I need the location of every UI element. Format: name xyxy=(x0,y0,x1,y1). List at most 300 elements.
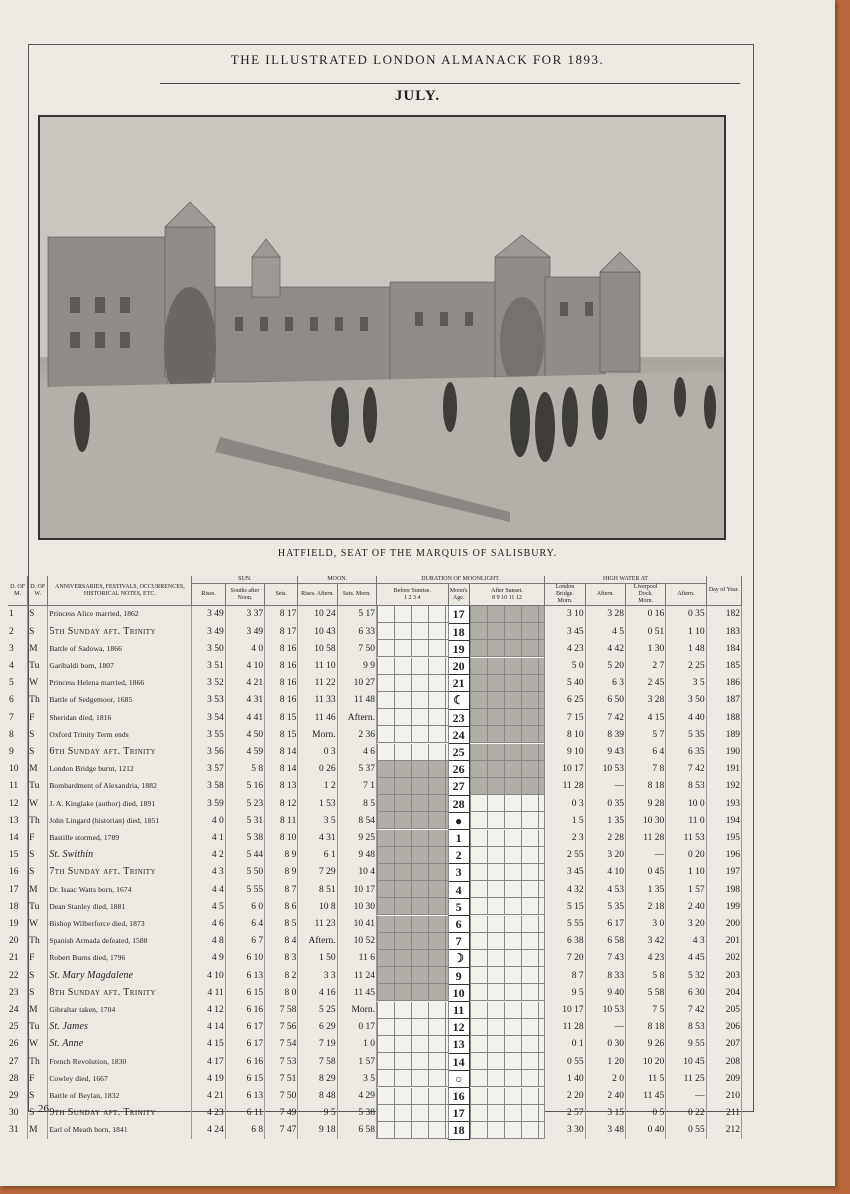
moon-rises: 7 19 xyxy=(298,1036,337,1053)
london-morn: 3 30 xyxy=(545,1122,585,1139)
moon-sets: 9 48 xyxy=(337,847,376,864)
moon-sets: 1 57 xyxy=(337,1053,376,1070)
sun-souths: 6 8 xyxy=(225,1122,264,1139)
liverpool-aftern: 0 20 xyxy=(666,847,706,864)
day-of-month: 31 xyxy=(8,1122,28,1139)
day-of-month: 18 xyxy=(8,898,28,915)
sun-rises: 4 21 xyxy=(192,1087,225,1104)
event: 6th Sunday aft. Trinity xyxy=(48,743,192,760)
moon-rises: 5 25 xyxy=(298,1001,337,1018)
table-row xyxy=(8,778,742,795)
london-aftern: 3 48 xyxy=(585,1122,625,1139)
liverpool-morn: 5 7 xyxy=(625,726,665,743)
moon-rises: 3 3 xyxy=(298,967,337,984)
day-of-year: 209 xyxy=(706,1070,741,1087)
after-sunset-bar xyxy=(469,795,545,812)
liverpool-aftern: 9 55 xyxy=(666,1036,706,1053)
day-of-year: 201 xyxy=(706,933,741,950)
moon-sets: 3 5 xyxy=(337,1070,376,1087)
after-sunset-bar xyxy=(469,743,545,760)
hatfield-engraving xyxy=(38,115,726,540)
title-rule xyxy=(160,83,740,84)
day-of-week: W xyxy=(28,915,48,932)
moon-rises: 1 53 xyxy=(298,795,337,812)
day-of-year: 200 xyxy=(706,915,741,932)
liverpool-aftern: 1 10 xyxy=(666,864,706,881)
moon-age: 5 xyxy=(448,898,469,915)
day-of-year: 211 xyxy=(706,1105,741,1122)
london-aftern: 5 35 xyxy=(585,898,625,915)
london-aftern: 7 42 xyxy=(585,709,625,726)
before-sunrise-bar xyxy=(376,1001,448,1018)
day-of-month: 27 xyxy=(8,1053,28,1070)
moon-age: 9 xyxy=(448,967,469,984)
day-of-month: 8 xyxy=(8,726,28,743)
table-row xyxy=(8,1087,742,1104)
sun-rises: 3 50 xyxy=(192,640,225,657)
sun-rises: 3 57 xyxy=(192,761,225,778)
sun-sets: 8 7 xyxy=(265,881,298,898)
liverpool-morn: 0 40 xyxy=(625,1122,665,1139)
london-aftern: 6 17 xyxy=(585,915,625,932)
liverpool-morn: 0 16 xyxy=(625,606,665,624)
day-of-week: M xyxy=(28,761,48,778)
london-aftern: 2 28 xyxy=(585,829,625,846)
day-of-week: F xyxy=(28,950,48,967)
before-sunrise-bar xyxy=(376,829,448,846)
moon-sets: 0 17 xyxy=(337,1019,376,1036)
london-morn: 5 40 xyxy=(545,675,585,692)
day-of-week: S xyxy=(28,984,48,1001)
day-of-year: 210 xyxy=(706,1087,741,1104)
day-of-month: 7 xyxy=(8,709,28,726)
day-of-week: W xyxy=(28,795,48,812)
moon-age: 2 xyxy=(448,847,469,864)
london-morn: 0 55 xyxy=(545,1053,585,1070)
london-aftern: 9 43 xyxy=(585,743,625,760)
london-aftern: 0 35 xyxy=(585,795,625,812)
day-of-week: S xyxy=(28,847,48,864)
day-of-month: 9 xyxy=(8,743,28,760)
table-row xyxy=(8,950,742,967)
moon-sets: 4 6 xyxy=(337,743,376,760)
sun-rises: 4 19 xyxy=(192,1070,225,1087)
day-of-year: 192 xyxy=(706,778,741,795)
moon-rises: 11 46 xyxy=(298,709,337,726)
sun-rises: 3 56 xyxy=(192,743,225,760)
sun-sets: 8 5 xyxy=(265,915,298,932)
liverpool-aftern: 4 45 xyxy=(666,950,706,967)
page-number: 26 xyxy=(38,1103,49,1115)
after-sunset-bar xyxy=(469,657,545,674)
liverpool-aftern: 3 50 xyxy=(666,692,706,709)
table-row xyxy=(8,726,742,743)
london-morn: 5 55 xyxy=(545,915,585,932)
sun-souths: 6 13 xyxy=(225,1087,264,1104)
after-sunset-bar xyxy=(469,1019,545,1036)
moon-rises: 10 24 xyxy=(298,606,337,624)
moon-age: 21 xyxy=(448,675,469,692)
table-row xyxy=(8,847,742,864)
london-aftern: 0 30 xyxy=(585,1036,625,1053)
day-of-week: Tu xyxy=(28,778,48,795)
col-moon-rises: Rises. Aftern. xyxy=(298,584,337,606)
sun-rises: 4 17 xyxy=(192,1053,225,1070)
col-day-of-year: Day of Year. xyxy=(706,576,741,606)
london-aftern: 10 53 xyxy=(585,761,625,778)
moon-sets: 10 41 xyxy=(337,915,376,932)
before-sunrise-bar xyxy=(376,657,448,674)
day-of-year: 199 xyxy=(706,898,741,915)
moon-age: 27 xyxy=(448,778,469,795)
sun-sets: 8 17 xyxy=(265,606,298,624)
sun-souths: 4 31 xyxy=(225,692,264,709)
day-of-month: 25 xyxy=(8,1019,28,1036)
after-sunset-bar xyxy=(469,709,545,726)
sun-sets: 8 16 xyxy=(265,657,298,674)
day-of-month: 6 xyxy=(8,692,28,709)
liverpool-morn: 2 18 xyxy=(625,898,665,915)
day-of-month: 21 xyxy=(8,950,28,967)
illustration-caption: HATFIELD, SEAT OF THE MARQUIS OF SALISBURY. xyxy=(277,548,558,559)
col-events: ANNIVERSARIES, FESTIVALS, OCCURRENCES, HISTORICAL NOTES, ETC. xyxy=(48,576,192,606)
table-row xyxy=(8,829,742,846)
after-sunset-bar xyxy=(469,1001,545,1018)
col-sun-souths: Souths after Noon. xyxy=(225,584,264,606)
moon-age: 3 xyxy=(448,864,469,881)
moon-sets: 9 9 xyxy=(337,657,376,674)
sun-rises: 4 4 xyxy=(192,881,225,898)
event: 7th Sunday aft. Trinity xyxy=(48,864,192,881)
moon-rises: 8 48 xyxy=(298,1087,337,1104)
event: Dean Stanley died, 1881 xyxy=(48,898,192,915)
day-of-month: 2 xyxy=(8,623,28,640)
liverpool-morn: 2 7 xyxy=(625,657,665,674)
london-aftern: 4 5 xyxy=(585,623,625,640)
sun-sets: 8 11 xyxy=(265,812,298,829)
london-morn: 8 7 xyxy=(545,967,585,984)
day-of-week: M xyxy=(28,881,48,898)
moon-sets: 11 45 xyxy=(337,984,376,1001)
london-morn: 2 55 xyxy=(545,847,585,864)
day-of-month: 15 xyxy=(8,847,28,864)
sun-rises: 4 1 xyxy=(192,829,225,846)
london-aftern: 1 35 xyxy=(585,812,625,829)
sun-rises: 4 23 xyxy=(192,1105,225,1122)
sun-sets: 8 13 xyxy=(265,778,298,795)
day-of-week: M xyxy=(28,1001,48,1018)
moon-age: 18 xyxy=(448,623,469,640)
moon-sets: 11 48 xyxy=(337,692,376,709)
moon-rises: 7 29 xyxy=(298,864,337,881)
event: Princess Alice married, 1862 xyxy=(48,606,192,624)
liverpool-morn: 10 20 xyxy=(625,1053,665,1070)
event: French Revolution, 1830 xyxy=(48,1053,192,1070)
moon-rises: 11 23 xyxy=(298,915,337,932)
event: Spanish Armada defeated, 1588 xyxy=(48,933,192,950)
sun-sets: 7 54 xyxy=(265,1036,298,1053)
moon-rises: 11 22 xyxy=(298,675,337,692)
before-sunrise-bar xyxy=(376,864,448,881)
moon-rises: 0 26 xyxy=(298,761,337,778)
moon-sets: 5 17 xyxy=(337,606,376,624)
sun-souths: 3 49 xyxy=(225,623,264,640)
before-sunrise-bar xyxy=(376,709,448,726)
moon-sets: 6 33 xyxy=(337,623,376,640)
moon-rises: 1 50 xyxy=(298,950,337,967)
london-morn: 1 5 xyxy=(545,812,585,829)
liverpool-morn: 3 28 xyxy=(625,692,665,709)
before-sunrise-bar xyxy=(376,623,448,640)
london-aftern: 3 15 xyxy=(585,1105,625,1122)
liverpool-aftern: 10 0 xyxy=(666,795,706,812)
sun-souths: 3 37 xyxy=(225,606,264,624)
sun-rises: 4 11 xyxy=(192,984,225,1001)
sun-rises: 3 55 xyxy=(192,726,225,743)
day-of-month: 19 xyxy=(8,915,28,932)
london-aftern: 4 53 xyxy=(585,881,625,898)
day-of-year: 197 xyxy=(706,864,741,881)
col-before-sunrise: Before Sunrise. 1 2 3 4 xyxy=(376,584,448,606)
day-of-year: 193 xyxy=(706,795,741,812)
sun-sets: 8 15 xyxy=(265,709,298,726)
before-sunrise-bar xyxy=(376,933,448,950)
sun-sets: 7 49 xyxy=(265,1105,298,1122)
table-row xyxy=(8,743,742,760)
before-sunrise-bar xyxy=(376,1087,448,1104)
liverpool-morn: — xyxy=(625,847,665,864)
moon-age: 16 xyxy=(448,1087,469,1104)
day-of-year: 191 xyxy=(706,761,741,778)
moon-rises: 9 5 xyxy=(298,1105,337,1122)
before-sunrise-bar xyxy=(376,967,448,984)
before-sunrise-bar xyxy=(376,761,448,778)
col-group-sun: SUN. xyxy=(192,576,298,584)
after-sunset-bar xyxy=(469,640,545,657)
day-of-week: W xyxy=(28,1036,48,1053)
event: 9th Sunday aft. Trinity xyxy=(48,1105,192,1122)
table-row xyxy=(8,709,742,726)
liverpool-aftern: 11 53 xyxy=(666,829,706,846)
sun-rises: 3 49 xyxy=(192,606,225,624)
before-sunrise-bar xyxy=(376,640,448,657)
sun-rises: 3 59 xyxy=(192,795,225,812)
liverpool-morn: 0 45 xyxy=(625,864,665,881)
sun-rises: 4 6 xyxy=(192,915,225,932)
moon-sets: 5 38 xyxy=(337,1105,376,1122)
liverpool-morn: 11 28 xyxy=(625,829,665,846)
day-of-year: 187 xyxy=(706,692,741,709)
london-morn: 6 38 xyxy=(545,933,585,950)
moon-sets: 10 4 xyxy=(337,864,376,881)
liverpool-aftern: 1 48 xyxy=(666,640,706,657)
event: Sheridan died, 1816 xyxy=(48,709,192,726)
day-of-year: 196 xyxy=(706,847,741,864)
liverpool-morn: 9 26 xyxy=(625,1036,665,1053)
col-london-morn: London Bridge. Morn. xyxy=(545,584,585,606)
before-sunrise-bar xyxy=(376,898,448,915)
before-sunrise-bar xyxy=(376,1070,448,1087)
calendar-table xyxy=(8,576,742,1140)
moon-rises: 8 29 xyxy=(298,1070,337,1087)
moon-age: 28 xyxy=(448,795,469,812)
col-after-sunset: After Sunset. 8 9 10 11 12 xyxy=(469,584,545,606)
after-sunset-bar xyxy=(469,761,545,778)
day-of-week: Tu xyxy=(28,657,48,674)
moon-age: 1 xyxy=(448,829,469,846)
sun-souths: 5 50 xyxy=(225,864,264,881)
after-sunset-bar xyxy=(469,864,545,881)
liverpool-morn: 4 23 xyxy=(625,950,665,967)
sun-sets: 8 16 xyxy=(265,640,298,657)
sun-souths: 4 41 xyxy=(225,709,264,726)
sun-souths: 5 38 xyxy=(225,829,264,846)
after-sunset-bar xyxy=(469,967,545,984)
day-of-week: M xyxy=(28,1122,48,1139)
sun-sets: 8 12 xyxy=(265,795,298,812)
sun-sets: 7 51 xyxy=(265,1070,298,1087)
event: Oxford Trinity Term ends xyxy=(48,726,192,743)
sun-souths: 5 16 xyxy=(225,778,264,795)
moon-age: 23 xyxy=(448,709,469,726)
table-row xyxy=(8,984,742,1001)
day-of-year: 205 xyxy=(706,1001,741,1018)
day-of-week: S xyxy=(28,623,48,640)
london-aftern: 8 33 xyxy=(585,967,625,984)
london-morn: 10 17 xyxy=(545,1001,585,1018)
london-morn: 5 15 xyxy=(545,898,585,915)
liverpool-aftern: 0 55 xyxy=(666,1122,706,1139)
london-morn: 9 10 xyxy=(545,743,585,760)
sun-sets: 8 15 xyxy=(265,726,298,743)
sun-sets: 7 56 xyxy=(265,1019,298,1036)
london-morn: 9 5 xyxy=(545,984,585,1001)
table-row xyxy=(8,1019,742,1036)
before-sunrise-bar xyxy=(376,675,448,692)
day-of-year: 189 xyxy=(706,726,741,743)
moon-age: 25 xyxy=(448,743,469,760)
after-sunset-bar xyxy=(469,778,545,795)
london-aftern: 6 58 xyxy=(585,933,625,950)
event: St. Swithin xyxy=(48,847,192,864)
day-of-year: 182 xyxy=(706,606,741,624)
day-of-year: 186 xyxy=(706,675,741,692)
before-sunrise-bar xyxy=(376,726,448,743)
london-morn: 1 40 xyxy=(545,1070,585,1087)
table-row xyxy=(8,1053,742,1070)
moon-rises: Aftern. xyxy=(298,933,337,950)
table-row xyxy=(8,675,742,692)
day-of-week: Th xyxy=(28,812,48,829)
calendar-body xyxy=(8,606,742,1140)
table-row xyxy=(8,898,742,915)
liverpool-morn: 5 8 xyxy=(625,967,665,984)
liverpool-aftern: 4 40 xyxy=(666,709,706,726)
moon-age: 10 xyxy=(448,984,469,1001)
london-aftern: 4 10 xyxy=(585,864,625,881)
moon-rises: 8 51 xyxy=(298,881,337,898)
liverpool-morn: 2 45 xyxy=(625,675,665,692)
sun-souths: 6 16 xyxy=(225,1001,264,1018)
sun-souths: 4 0 xyxy=(225,640,264,657)
london-aftern: 5 20 xyxy=(585,657,625,674)
moon-rises: 9 18 xyxy=(298,1122,337,1139)
almanac-title: THE ILLUSTRATED LONDON ALMANACK FOR 1893. xyxy=(230,52,605,67)
liverpool-aftern: 8 53 xyxy=(666,1019,706,1036)
liverpool-morn: 1 35 xyxy=(625,881,665,898)
moon-sets: Morn. xyxy=(337,1001,376,1018)
sun-rises: 3 53 xyxy=(192,692,225,709)
day-of-year: 185 xyxy=(706,657,741,674)
moon-age: 7 xyxy=(448,933,469,950)
sun-souths: 5 31 xyxy=(225,812,264,829)
month-heading: JULY. xyxy=(394,88,441,104)
london-morn: 10 17 xyxy=(545,761,585,778)
moon-sets: 10 27 xyxy=(337,675,376,692)
col-group-moonlight: DURATION OF MOONLIGHT. xyxy=(376,576,544,584)
col-moon-age: Moon's Age. xyxy=(448,584,469,606)
sun-rises: 4 0 xyxy=(192,812,225,829)
day-of-week: S xyxy=(28,864,48,881)
sun-souths: 6 0 xyxy=(225,898,264,915)
day-of-year: 204 xyxy=(706,984,741,1001)
day-of-week: S xyxy=(28,1105,48,1122)
moon-sets: 6 58 xyxy=(337,1122,376,1139)
london-morn: 0 1 xyxy=(545,1036,585,1053)
sun-souths: 6 13 xyxy=(225,967,264,984)
moon-rises: 10 43 xyxy=(298,623,337,640)
moon-sets: 11 6 xyxy=(337,950,376,967)
before-sunrise-bar xyxy=(376,984,448,1001)
moon-age: ○ xyxy=(448,1070,469,1087)
moon-age: ☾ xyxy=(448,692,469,709)
liverpool-morn: 11 45 xyxy=(625,1087,665,1104)
liverpool-aftern: 11 25 xyxy=(666,1070,706,1087)
sun-rises: 3 51 xyxy=(192,657,225,674)
sun-souths: 6 17 xyxy=(225,1036,264,1053)
london-morn: 7 15 xyxy=(545,709,585,726)
london-aftern: 6 3 xyxy=(585,675,625,692)
liverpool-aftern: 1 10 xyxy=(666,623,706,640)
sun-souths: 6 15 xyxy=(225,1070,264,1087)
day-of-week: W xyxy=(28,675,48,692)
moon-sets: Aftern. xyxy=(337,709,376,726)
table-row xyxy=(8,1001,742,1018)
london-aftern: — xyxy=(585,778,625,795)
moon-sets: 8 54 xyxy=(337,812,376,829)
london-aftern: 6 50 xyxy=(585,692,625,709)
moon-sets: 4 29 xyxy=(337,1087,376,1104)
sun-rises: 4 8 xyxy=(192,933,225,950)
col-london-aftern: Aftern. xyxy=(585,584,625,606)
sun-rises: 3 49 xyxy=(192,623,225,640)
moon-sets: 1 0 xyxy=(337,1036,376,1053)
liverpool-morn: 10 30 xyxy=(625,812,665,829)
liverpool-aftern: 0 35 xyxy=(666,606,706,624)
before-sunrise-bar xyxy=(376,915,448,932)
day-of-month: 28 xyxy=(8,1070,28,1087)
day-of-year: 183 xyxy=(706,623,741,640)
sun-sets: 8 16 xyxy=(265,675,298,692)
event: John Lingard (historian) died, 1851 xyxy=(48,812,192,829)
after-sunset-bar xyxy=(469,1070,545,1087)
moon-sets: 10 30 xyxy=(337,898,376,915)
liverpool-aftern: 7 42 xyxy=(666,1001,706,1018)
liverpool-morn: 7 8 xyxy=(625,761,665,778)
table-row xyxy=(8,640,742,657)
event: 5th Sunday aft. Trinity xyxy=(48,623,192,640)
sun-rises: 3 58 xyxy=(192,778,225,795)
